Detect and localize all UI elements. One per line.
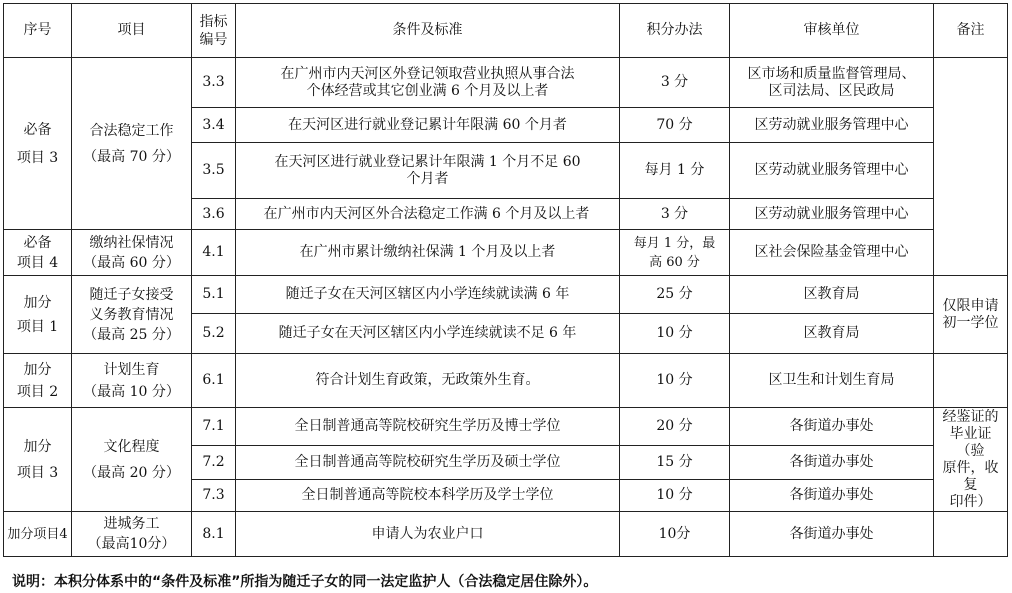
text-line: 区卫生和计划生育局 [768, 372, 895, 388]
condition-cell [236, 230, 620, 276]
text-line: 全日制普通高等院校研究生学历及博士学位 [294, 418, 561, 434]
code-cell: 7.1 [192, 408, 236, 446]
text-line: 全日制普通高等院校研究生学历及硕士学位 [294, 454, 561, 470]
text-line: 区社会保险基金管理中心 [754, 244, 909, 260]
score-cell [620, 143, 730, 199]
text-line: 项目 3 [16, 464, 59, 481]
seq-cell [4, 230, 72, 276]
text-line: 项目 2 [16, 383, 59, 400]
text-line: （最高 60 分） [83, 254, 180, 271]
points-table [3, 3, 1008, 557]
code-cell: 7.2 [192, 446, 236, 480]
header-unit: 审核单位 [730, 4, 934, 58]
remark-cell [934, 354, 1008, 408]
code-cell: 7.3 [192, 480, 236, 512]
unit-cell [730, 143, 934, 199]
unit-cell [730, 408, 934, 446]
text-line: 必备 [23, 121, 52, 138]
text-line: 项目 1 [16, 318, 59, 335]
code-cell: 6.1 [192, 354, 236, 408]
text-line: 区司法局、区民政局 [768, 82, 895, 99]
seq-cell [4, 58, 72, 230]
text-line: 区教育局 [803, 325, 860, 341]
text-line: 3 分 [660, 205, 689, 222]
condition-cell [236, 276, 620, 314]
table-row [4, 408, 1008, 446]
remark-cell [934, 408, 1008, 512]
table-row [4, 354, 1008, 408]
code-cell: 3.6 [192, 199, 236, 230]
unit-cell [730, 354, 934, 408]
text-line: 义务教育情况 [89, 306, 174, 323]
item-cell [72, 58, 192, 230]
text-line: 各街道办事处 [789, 418, 874, 434]
text-line: 计划生育 [103, 361, 160, 378]
table-row [4, 276, 1008, 314]
text-line: 加分 [23, 361, 52, 378]
header-score: 积分办法 [620, 4, 730, 58]
condition-cell [236, 199, 620, 230]
unit-cell [730, 314, 934, 354]
text-line: 原件，收复 [942, 459, 999, 493]
item-cell [72, 230, 192, 276]
text-line: 随迁子女在天河区辖区内小学连续就读不足 6 年 [278, 325, 577, 341]
score-cell [620, 480, 730, 512]
text-line: （最高 70 分） [83, 148, 180, 165]
item-cell [72, 512, 192, 557]
text-line: 70 分 [656, 116, 693, 133]
text-line: 个体经营或其它创业满 6 个月及以上者 [306, 82, 549, 99]
text-line: （最高 25 分） [83, 326, 180, 343]
item-cell [72, 354, 192, 408]
text-line: 区劳动就业服务管理中心 [754, 162, 909, 178]
text-line: 全日制普通高等院校本科学历及学士学位 [301, 487, 554, 503]
text-line: 必备 [23, 234, 52, 251]
text-line: 缴纳社保情况 [89, 234, 174, 251]
condition-cell [236, 143, 620, 199]
text-line: 25 分 [656, 286, 693, 302]
condition-cell [236, 108, 620, 143]
condition-cell [236, 408, 620, 446]
text-line: （最高10分） [87, 536, 176, 552]
table-row [4, 58, 1008, 108]
text-line: 初一学位 [942, 314, 999, 331]
score-cell [620, 230, 730, 276]
header-seq: 序号 [4, 4, 72, 58]
seq-cell [4, 354, 72, 408]
remark-cell [934, 276, 1008, 354]
text-line: 10 分 [656, 325, 693, 341]
score-cell [620, 512, 730, 557]
condition-cell [236, 354, 620, 408]
unit-cell [730, 108, 934, 143]
text-line: 项目 3 [16, 149, 59, 166]
remark-cell [934, 512, 1008, 557]
text-line: 进城务工 [103, 516, 160, 532]
code-cell: 3.3 [192, 58, 236, 108]
condition-cell [236, 512, 620, 557]
text-line: 区劳动就业服务管理中心 [754, 205, 909, 222]
text-line: 区市场和质量监督管理局、 [747, 65, 916, 82]
text-line: 15 分 [656, 454, 693, 470]
text-line: 加分 [23, 438, 52, 455]
text-line: 仅限申请 [942, 297, 999, 314]
text-line: 每月 1 分，最 [633, 235, 716, 251]
score-cell [620, 108, 730, 143]
code-cell: 3.4 [192, 108, 236, 143]
header-code: 指标编号 [192, 4, 236, 58]
unit-cell [730, 276, 934, 314]
header-item: 项目 [72, 4, 192, 58]
seq-cell [4, 408, 72, 512]
text-line: 个月者 [406, 170, 449, 187]
text-line: 在广州市内天河区外合法稳定工作满 6 个月及以上者 [263, 205, 590, 222]
condition-cell [236, 58, 620, 108]
text-line: 高 60 分 [649, 254, 700, 270]
seq-cell [4, 276, 72, 354]
score-cell [620, 58, 730, 108]
text-line: 10 分 [656, 487, 693, 503]
unit-cell [730, 58, 934, 108]
text-line: 经鉴证的 [942, 408, 999, 425]
code-cell: 4.1 [192, 230, 236, 276]
text-line: （最高 10 分） [83, 383, 180, 400]
text-line: 在广州市内天河区外登记领取营业执照从事合法 [280, 65, 575, 82]
code-cell: 3.5 [192, 143, 236, 199]
text-line: 毕业证（验 [949, 425, 992, 459]
unit-cell [730, 446, 934, 480]
score-cell [620, 354, 730, 408]
seq-cell [4, 512, 72, 557]
text-line: 各街道办事处 [789, 454, 874, 470]
text-line: 各街道办事处 [789, 525, 874, 542]
text-line: 随迁子女接受 [89, 286, 174, 303]
text-line: 区教育局 [803, 286, 860, 302]
text-line: 符合计划生育政策，无政策外生育。 [315, 372, 540, 388]
table-row [4, 512, 1008, 557]
header-remark: 备注 [934, 4, 1008, 58]
text-line: 在天河区进行就业登记累计年限满 60 个月者 [288, 116, 567, 133]
text-line: 10 分 [656, 372, 693, 388]
header-condition: 条件及标准 [236, 4, 620, 58]
text-line: 每月 1 分 [644, 162, 705, 178]
condition-cell [236, 480, 620, 512]
header-row [4, 4, 1008, 58]
unit-cell [730, 230, 934, 276]
text-line: 随迁子女在天河区辖区内小学连续就读满 6 年 [285, 286, 570, 302]
score-cell [620, 408, 730, 446]
condition-cell [236, 446, 620, 480]
unit-cell [730, 199, 934, 230]
text-line: 在广州市累计缴纳社保满 1 个月及以上者 [299, 244, 556, 260]
text-line: 加分项目4 [7, 526, 68, 542]
score-cell [620, 276, 730, 314]
text-line: 3 分 [660, 74, 689, 90]
text-line: 印件） [949, 493, 992, 510]
text-line: 在天河区进行就业登记累计年限满 1 个月不足 60 [274, 153, 581, 170]
remark-cell [934, 58, 1008, 276]
unit-cell [730, 480, 934, 512]
code-cell: 5.1 [192, 276, 236, 314]
text-line: 加分 [23, 294, 52, 311]
item-cell [72, 276, 192, 354]
score-cell [620, 314, 730, 354]
text-line: 项目 4 [16, 254, 59, 271]
text-line: 文化程度 [103, 438, 160, 455]
footnote: 说明：本积分体系中的“条件及标准”所指为随迁子女的同一法定监护人（合法稳定居住除外）。 [12, 574, 598, 590]
text-line: 各街道办事处 [789, 487, 874, 503]
score-cell [620, 446, 730, 480]
unit-cell [730, 512, 934, 557]
code-cell: 5.2 [192, 314, 236, 354]
text-line: 10分 [658, 525, 691, 542]
text-line: 合法稳定工作 [89, 122, 174, 139]
item-cell [72, 408, 192, 512]
code-cell: 8.1 [192, 512, 236, 557]
text-line: 区劳动就业服务管理中心 [754, 116, 909, 133]
score-cell [620, 199, 730, 230]
text-line: 20 分 [656, 418, 693, 434]
table-row [4, 230, 1008, 276]
text-line: 申请人为农业户口 [371, 525, 484, 542]
condition-cell [236, 314, 620, 354]
text-line: （最高 20 分） [83, 464, 180, 481]
